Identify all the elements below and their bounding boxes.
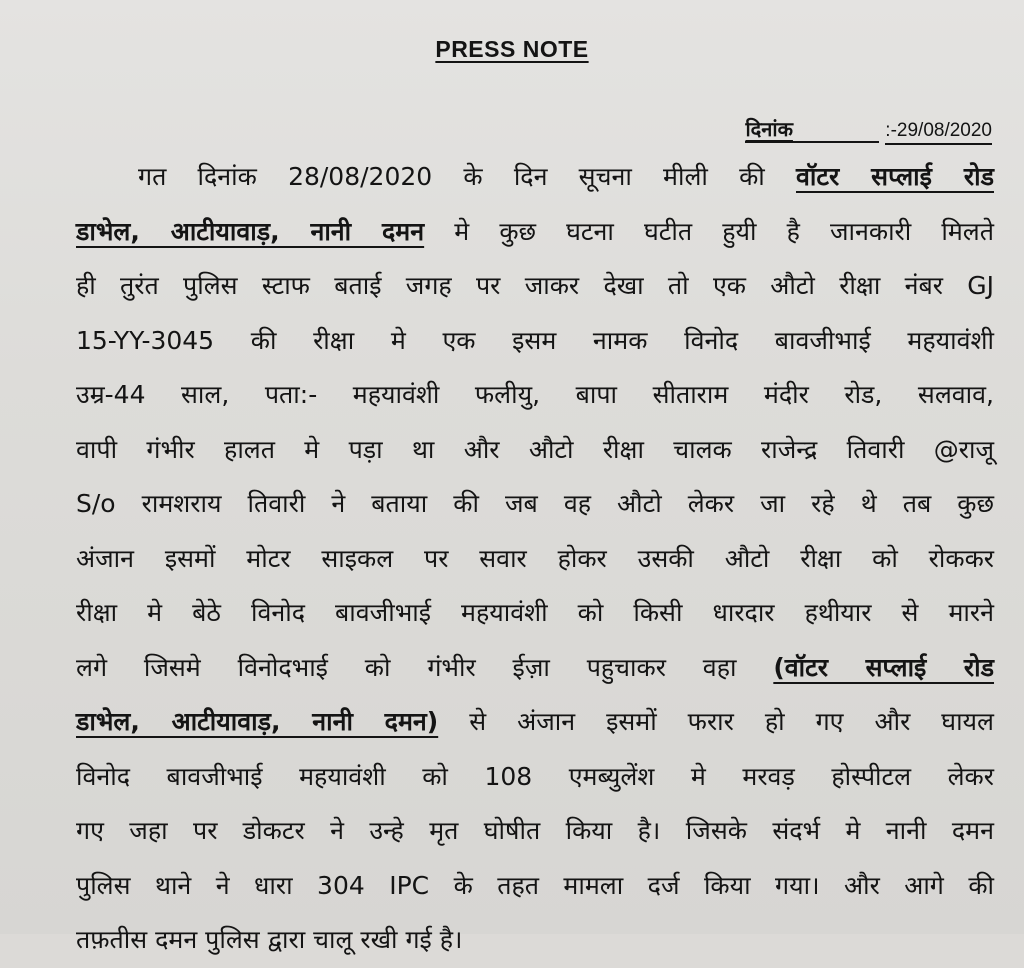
text-line <box>76 586 994 641</box>
text-segment: गत दिनांक 28/08/2020 के दिन सूचना मीली की <box>138 162 796 191</box>
text-line <box>76 150 994 205</box>
text-segment: मे कुछ घटना घटीत हुयी है जानकारी मिलते <box>424 216 994 246</box>
text-segment: रीक्षा मे बेठे विनोद बावजीभाई महयावंशी को किसी धारदार हथीयार से मारने <box>76 598 994 627</box>
text-segment: विनोद बावजीभाई महयावंशी को 108 एमब्युलेंश मे मरवड़ होस्पीटल लेकर <box>76 761 994 791</box>
text-line <box>76 423 994 478</box>
date-value: :-29/08/2020 <box>885 120 992 145</box>
text-segment: पुलिस थाने ने धारा 304 IPC के तहत मामला दर्ज किया गया। और आगे की <box>76 870 994 900</box>
text-line <box>76 913 994 968</box>
underlined-location-text: डाभेल, आटीयावाड़, नानी दमन <box>76 216 425 246</box>
underlined-location-text: डाभेल, आटीयावाड़, नानी दमन) <box>76 707 439 736</box>
text-segment: वापी गंभीर हालत मे पड़ा था और औटो रीक्षा चालक राजेन्द्र तिवारी @राजू <box>76 434 994 464</box>
text-segment: अंजान इसमों मोटर साइकल पर सवार होकर उसकी औटो रीक्षा को रोककर <box>76 543 994 573</box>
text-segment: लगे जिसमे विनोदभाई को गंभीर ईज़ा पहुचाकर वहा <box>76 652 774 682</box>
text-line <box>76 532 994 587</box>
text-line <box>76 477 994 532</box>
text-line <box>76 804 994 859</box>
date-label: दिनांक <box>745 117 878 143</box>
text-segment: S/o रामशराय तिवारी ने बताया की जब वह औटो लेकर जा रहे थे तब कुछ <box>76 489 994 518</box>
text-line <box>76 314 994 369</box>
document-title-text: PRESS NOTE <box>435 36 589 62</box>
text-segment: तफ़तीस दमन पुलिस द्वारा चालू रखी गई है। <box>76 925 463 954</box>
text-segment: उम्र-44 साल, पता:- महयावंशी फलीयु, बापा सीताराम मंदीर रोड, सलवाव, <box>76 380 994 409</box>
document-title <box>0 36 1024 63</box>
text-line <box>76 750 994 805</box>
text-segment: ही तुरंत पुलिस स्टाफ बताई जगह पर जाकर देखा तो एक औटो रीक्षा नंबर GJ <box>76 271 994 300</box>
text-line <box>76 368 994 423</box>
press-note-body <box>76 150 994 968</box>
date-line <box>745 115 992 142</box>
text-line <box>76 695 994 750</box>
underlined-location-text: वॉटर सप्लाई रोड <box>796 162 994 191</box>
text-segment: गए जहा पर डोकटर ने उन्हे मृत घोषीत किया है। जिसके संदर्भ मे नानी दमन <box>76 816 994 845</box>
text-line <box>76 205 994 260</box>
text-line <box>76 259 994 314</box>
text-line <box>76 859 994 914</box>
text-segment: 15-YY-3045 की रीक्षा मे एक इसम नामक विनोद बावजीभाई महयावंशी <box>76 325 994 355</box>
text-segment: से अंजान इसमों फरार हो गए और घायल <box>438 707 994 736</box>
text-line <box>76 641 994 696</box>
underlined-location-text: (वॉटर सप्लाई रोड <box>773 652 995 682</box>
